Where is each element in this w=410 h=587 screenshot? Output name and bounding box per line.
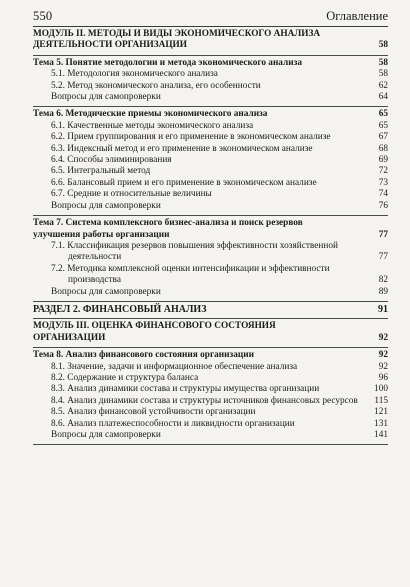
toc-entry[interactable]	[33, 92, 388, 103]
toc-page-number: 76	[378, 200, 388, 211]
toc-section	[33, 56, 388, 106]
toc-page-number: 74	[378, 189, 388, 200]
toc-entry-title: 6.3. Индексный метод и его применение в экономическом анализе	[51, 143, 313, 154]
toc-page-number: 58	[378, 69, 388, 80]
toc-entry[interactable]	[33, 69, 388, 80]
toc-entry-title: 6.7. Средние и относительные величины	[51, 189, 212, 200]
toc-entry-title: 6.5. Интегральный метод	[51, 166, 151, 177]
toc-page-number: 65	[378, 120, 388, 131]
toc-entry[interactable]	[33, 189, 388, 200]
running-head	[33, 0, 388, 24]
toc-section	[33, 348, 388, 443]
toc-entry-title: Тема 6. Методические приемы экономического анализа	[33, 109, 268, 120]
toc-entry[interactable]	[33, 407, 388, 418]
toc-entry-title: РАЗДЕЛ 2. ФИНАНСОВЫЙ АНАЛИЗ	[33, 303, 207, 315]
toc-entry[interactable]	[33, 241, 388, 264]
toc-page-number: 65	[378, 109, 388, 120]
toc-entry-title: МОДУЛЬ II. МЕТОДЫ И ВИДЫ ЭКОНОМИЧЕСКОГО АНАЛИЗА ДЕЯТЕЛЬНОСТИ ОРГАНИЗАЦИИ	[33, 29, 321, 51]
toc-section	[33, 302, 388, 317]
toc-entry-title: 7.2. Методика комплексной оценки интенсификации и эффективности производства	[51, 263, 330, 286]
toc-entry[interactable]	[33, 396, 388, 407]
toc-entry-title: 8.5. Анализ финансовой устойчивости организации	[51, 407, 256, 418]
toc-page-number: 62	[378, 80, 388, 91]
toc-entry[interactable]	[33, 373, 388, 384]
toc-entry-title: 8.1. Значение, задачи и информационное обеспечение анализа	[51, 361, 298, 372]
toc-page-number: 131	[374, 418, 388, 429]
toc-heading[interactable]	[33, 109, 388, 120]
toc-entry[interactable]	[33, 132, 388, 143]
toc-section	[33, 107, 388, 214]
toc-page-number: 69	[378, 155, 388, 166]
toc-entry[interactable]	[33, 430, 388, 441]
toc-entry[interactable]	[33, 287, 388, 298]
toc-page-number: 68	[378, 143, 388, 154]
toc-heading[interactable]	[33, 304, 388, 315]
toc-page-number: 72	[378, 166, 388, 177]
toc-section	[33, 319, 388, 346]
toc-page-number: 100	[374, 384, 388, 395]
toc-entry[interactable]	[33, 166, 388, 177]
toc-entry-title: Вопросы для самопроверки	[51, 200, 161, 211]
toc-entry-title: 8.2. Содержание и структура баланса	[51, 372, 199, 383]
toc-entry-title: 6.1. Качественные методы экономического анализа	[51, 120, 254, 131]
toc-page-number: 58	[378, 57, 388, 68]
toc-page-number: 92	[378, 361, 388, 372]
toc-entry-title: 6.4. Способы элиминирования	[51, 155, 172, 166]
toc-page-number: 64	[378, 92, 388, 103]
toc-entry[interactable]	[33, 201, 388, 212]
page-title: Оглавление	[326, 9, 388, 23]
toc-entry[interactable]	[33, 178, 388, 189]
toc-page-number: 92	[378, 332, 388, 343]
toc-entry[interactable]	[33, 81, 388, 92]
toc-page-number: 77	[378, 229, 388, 240]
toc-page-number: 115	[374, 395, 388, 406]
toc-page-number: 89	[378, 286, 388, 297]
toc-page-number: 73	[378, 177, 388, 188]
toc-entry[interactable]	[33, 384, 388, 395]
toc-entry-title: Вопросы для самопроверки	[51, 430, 161, 440]
toc-entry-title: 6.6. Балансовый прием и его применение в экономическом анализе	[51, 177, 317, 188]
toc-entry[interactable]	[33, 121, 388, 132]
toc-entry-title: Вопросы для самопроверки	[51, 286, 161, 297]
toc-page-number: 96	[378, 372, 388, 383]
toc-entry-title: 6.2. Прием группирования и его применение в экономическом анализе	[51, 132, 331, 143]
toc-entry-title: Тема 5. Понятие методологии и метода экономического анализа	[33, 57, 302, 68]
toc-entry-title: 5.1. Методология экономического анализа	[51, 69, 218, 80]
toc-page-number: 141	[374, 430, 388, 440]
toc-page-number: 92	[378, 350, 388, 361]
toc-page-number: 67	[378, 132, 388, 143]
toc-page-number: 58	[378, 40, 388, 51]
toc-entry-title: 7.1. Классификация резервов повышения эффективности хозяйственной деятельности	[51, 240, 338, 263]
table-of-contents	[33, 27, 388, 445]
toc-heading[interactable]	[33, 350, 388, 361]
toc-entry[interactable]	[33, 362, 388, 373]
toc-section	[33, 216, 388, 300]
page-number: 550	[33, 9, 53, 23]
toc-entry-title: 5.2. Метод экономического анализа, его особенности	[51, 80, 261, 91]
toc-page-number: 77	[378, 252, 388, 263]
toc-page-number: 82	[378, 275, 388, 286]
toc-entry-title: Тема 7. Система комплексного бизнес-анализа и поиск резервов улучшения работы организации	[33, 218, 303, 240]
toc-heading[interactable]	[33, 321, 388, 344]
toc-entry-title: 8.4. Анализ динамики состава и структуры источников финансовых ресурсов	[51, 395, 358, 406]
toc-entry-title: 8.6. Анализ платежеспособности и ликвидности организации	[51, 418, 295, 429]
toc-entry-title: МОДУЛЬ III. ОЦЕНКА ФИНАНСОВОГО СОСТОЯНИЯ ОРГАНИЗАЦИИ	[33, 321, 276, 343]
toc-page-number: 91	[378, 303, 388, 315]
toc-heading[interactable]	[33, 29, 388, 52]
toc-entry[interactable]	[33, 144, 388, 155]
toc-heading[interactable]	[33, 58, 388, 69]
toc-entry[interactable]	[33, 264, 388, 287]
toc-entry-title: Тема 8. Анализ финансового состояния организации	[33, 350, 254, 361]
toc-entry[interactable]	[33, 419, 388, 430]
toc-section	[33, 27, 388, 54]
toc-entry[interactable]	[33, 155, 388, 166]
toc-heading[interactable]	[33, 218, 388, 241]
toc-entry-title: Вопросы для самопроверки	[51, 92, 161, 103]
toc-entry-title: 8.3. Анализ динамики состава и структуры имущества организации	[51, 384, 320, 395]
section-divider	[33, 444, 388, 445]
toc-page-number: 121	[374, 407, 388, 418]
